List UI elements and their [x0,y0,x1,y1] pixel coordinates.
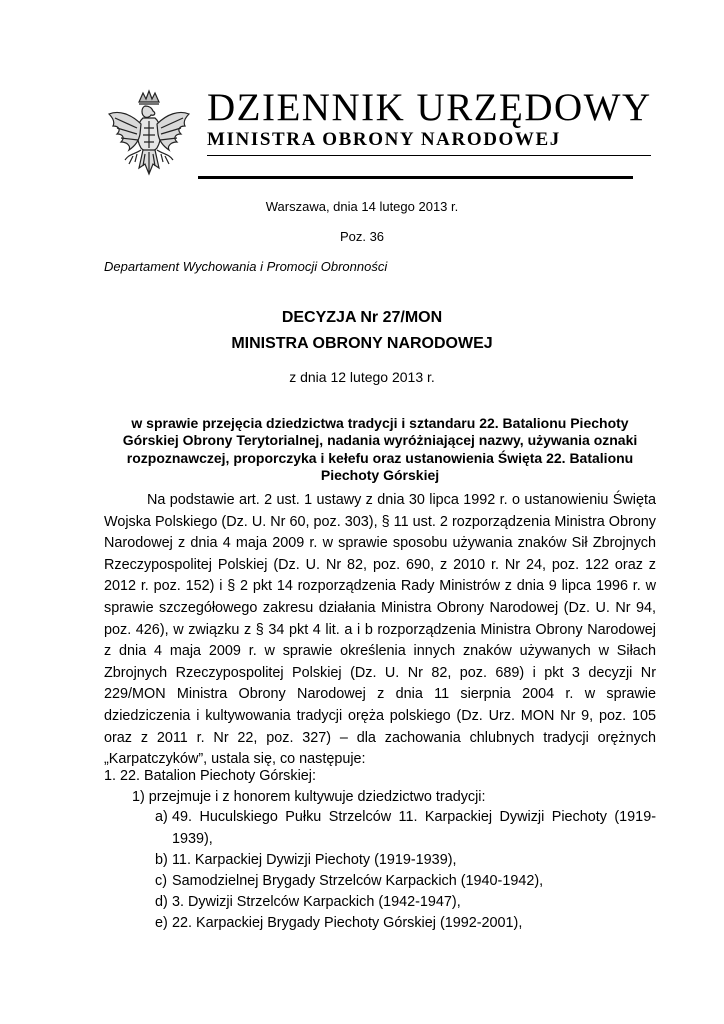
decision-subject: w sprawie przejęcia dziedzictwa tradycji i sztandaru 22. Batalionu Piechoty Górskiej Obrony Terytorialnej, nadania wyróżniającej nazwy, używania oznaki rozpoznawczej, proporczyka i kełefu oraz ustanowienia Święta 22. Batalionu Piechoty Górskiej [122,415,638,483]
header-rule-thick [198,176,633,179]
list-subitem-label: b) [155,852,168,868]
list-subitem-text: 11. Karpackiej Dywizji Piechoty (1919-1939), [172,852,457,868]
decision-title: DECYZJA Nr 27/MON [281,309,443,326]
header-rule-thin [207,155,651,156]
list-item-1-1: 1) przejmuje i z honorem kultywuje dziedzictwo tradycji: [132,789,486,805]
masthead [103,88,655,188]
department: Departament Wychowania i Promocji Obronności [104,259,388,274]
legal-basis-paragraph: Na podstawie art. 2 ust. 1 ustawy z dnia 30 lipca 1992 r. o ustanowieniu Święta Wojska Polskiego (Dz. U. Nr 60, poz. 303), § 11 ust. 2 rozporządzenia Ministra Obrony Narodowej z dnia 4 maja 2009 r. w sprawie sposobu używania znaków Sił Zbrojnych Rzeczypospolitej Polskiej (Dz. U. Nr 82, poz. 690, z 2010 r. Nr 24, poz. 122 oraz z 2012 r. poz. 152) i § 2 pkt 14 rozporządzenia Rady Ministrów z dnia 9 lipca 1996 r. w sprawie szczegółowego zakresu działania Ministra Obrony Narodowej (Dz. U. Nr 94, poz. 426), w związku z § 34 pkt 4 lit. a i b rozporządzenia Ministra Obrony Narodowej z dnia 4 maja 2009 r. w sprawie określenia innych znaków używanych w Siłach Zbrojnych Rzeczypospolitej Polskiej (Dz. U. Nr 82, poz. 689) i pkt 3 decyzji Nr 229/MON Ministra Obrony Narodowej z dnia 11 sierpnia 2004 r. w sprawie dziedziczenia i kultywowania tradycji oręża polskiego (Dz. Urz. MON Nr 9, poz. 105 oraz z 2011 r. Nr 22, poz. 327) – dla zachowania chlubnych tradycji orężnych „Karpatczyków”, ustala się, co następuje: [104,492,656,768]
place-date: Warszawa, dnia 14 lutego 2013 r. [265,199,459,214]
journal-title: DZIENNIK URZĘDOWY [207,86,652,129]
list-subitem-label: d) [155,894,168,910]
list-subitem-text: Samodzielnej Brygady Strzelców Karpackich (1940-1942), [172,873,544,889]
position-number: Poz. 36 [339,229,385,244]
list-subitem-text: 49. Huculskiego Pułku Strzelców 11. Karpackiej Dywizji Piechoty (1919-1939), [172,809,656,847]
list-subitem-label: e) [155,915,168,931]
list-subitem-text: 22. Karpackiej Brygady Piechoty Górskiej (1992-2001), [172,915,523,931]
list-subitem-label: a) [155,809,168,825]
list-subitem-text: 3. Dywizji Strzelców Karpackich (1942-1947), [172,894,461,910]
list-item-1: 1. 22. Batalion Piechoty Górskiej: [104,768,316,784]
decision-issuer: MINISTRA OBRONY NARODOWEJ [231,335,493,352]
journal-subtitle: MINISTRA OBRONY NARODOWEJ [207,129,561,150]
decision-date: z dnia 12 lutego 2013 r. [289,369,435,385]
list-subitem-label: c) [155,873,167,889]
eagle-emblem-icon [103,88,195,188]
